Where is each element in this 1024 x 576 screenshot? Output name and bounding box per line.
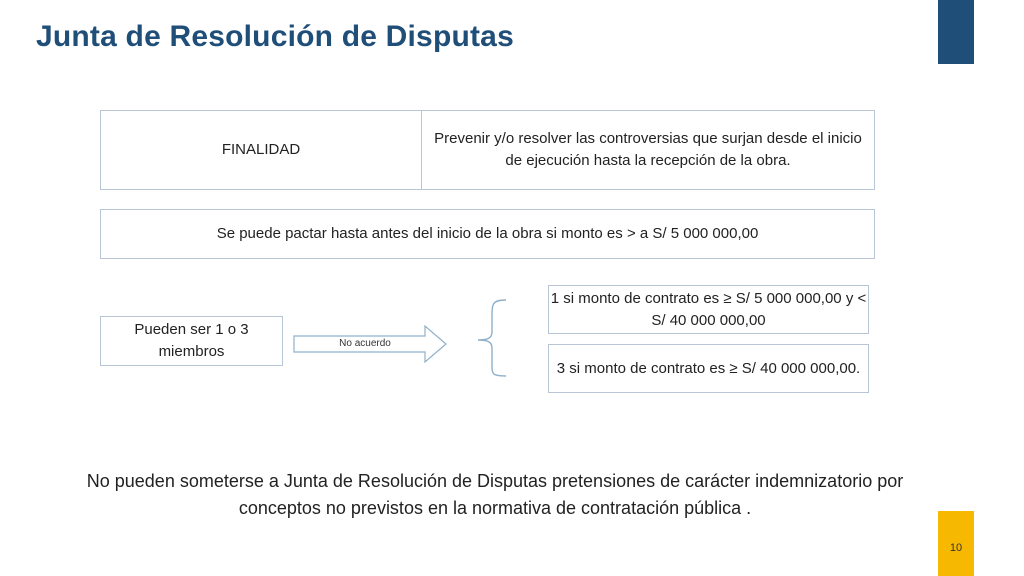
footer-note: No pueden someterse a Junta de Resolución de Disputas pretensiones de carácter indemnizatorio por conceptos no previstos en la normativa de contratación pública . [86,471,904,518]
option-one-member: 1 si monto de contrato es ≥ S/ 5 000 000,00 y < S/ 40 000 000,00 [548,285,869,334]
option-three-members: 3 si monto de contrato es ≥ S/ 40 000 000,00. [548,344,869,393]
top-accent-bar [938,0,974,64]
page-number: 10 [949,542,963,554]
page-title: Junta de Resolución de Disputas [36,20,514,53]
brace-connector [474,298,508,378]
finalidad-description: Prevenir y/o resolver las controversias que surjan desde el inicio de ejecución hasta la recepción de la obra. [421,110,875,190]
pactar-box: Se puede pactar hasta antes del inicio de la obra si monto es > a S/ 5 000 000,00 [100,209,875,259]
finalidad-label: FINALIDAD [100,110,422,190]
finalidad-row [100,110,875,190]
miembros-box: Pueden ser 1 o 3 miembros [100,316,283,366]
no-acuerdo-label: No acuerdo [339,338,391,349]
